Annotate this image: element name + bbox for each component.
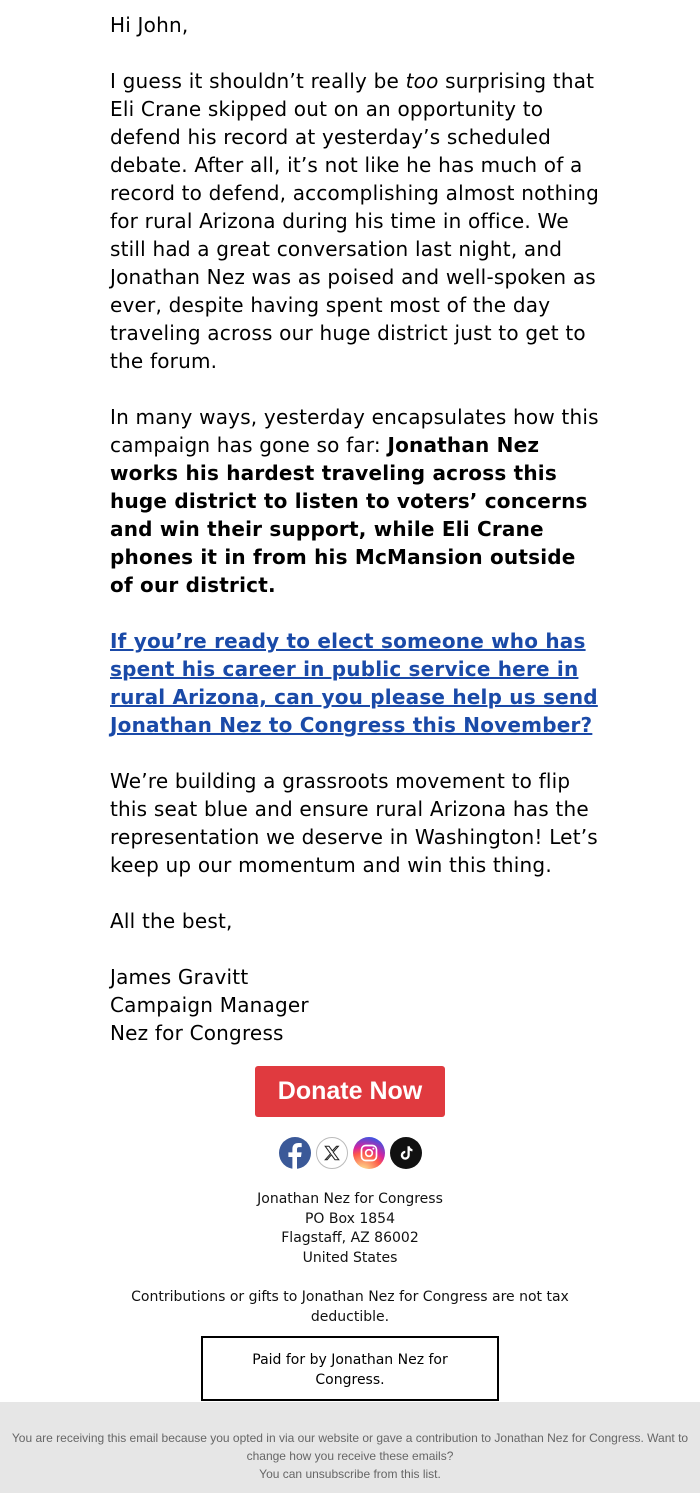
subscription-notice: You are receiving this email because you opted in via our website or gave a contribution to Jonathan Nez for Congress. Want to change how you receive these emails? (11, 1431, 689, 1463)
x-icon[interactable] (316, 1137, 348, 1169)
tax-note: Contributions or gifts to Jonathan Nez for Congress are not tax deductible. (131, 1289, 569, 1325)
paragraph-movement: We’re building a grassroots movement to flip this seat blue and ensure rural Arizona has the representation we deserve in Washington! Let’s keep up our momentum and win this thing. (110, 769, 598, 877)
tiktok-icon[interactable] (390, 1137, 422, 1169)
signature-org: Nez for Congress (110, 1021, 284, 1045)
greeting: Hi John, (110, 13, 189, 37)
paid-for-text: Paid for by Jonathan Nez for Congress. (252, 1352, 448, 1388)
unsubscribe-footer (0, 1402, 700, 1493)
cta-paragraph (110, 627, 600, 739)
footer-address (0, 1190, 700, 1268)
bold-statement: Jonathan Nez works his hardest traveling across this huge district to listen to voters’ concerns and win their support, while Eli Crane phones it in from his McMansion outside of our district. (110, 433, 588, 597)
address-line: United States (302, 1249, 398, 1266)
cta-link[interactable]: If you’re ready to elect someone who has spent his career in public service here in rural Arizona, can you please help us send Jonathan Nez to Congress this November? (110, 629, 598, 737)
signature-title: Campaign Manager (110, 993, 309, 1017)
paragraph-intro-text-2: surprising that Eli Crane skipped out on an opportunity to defend his record at yesterday’s scheduled debate. After all, it’s not like he has much of a record to defend, accomplishing almost nothing for rural Arizona during his time in office. We still had a great conversation last night, and Jonathan Nez was as poised and well-spoken as ever, despite having spent most of the day traveling across our huge district just to get to the forum. (110, 69, 599, 373)
signature-name: James Gravitt (110, 965, 249, 989)
social-icons (279, 1137, 422, 1169)
paragraph-intro (110, 67, 600, 375)
signature (110, 963, 309, 1047)
facebook-icon[interactable] (279, 1137, 311, 1169)
instagram-icon[interactable] (353, 1137, 385, 1169)
paragraph-campaign (110, 403, 600, 599)
paragraph-campaign-text: In many ways, yesterday encapsulates how this campaign has gone so far: (110, 405, 599, 457)
address-line: Jonathan Nez for Congress (257, 1191, 443, 1207)
address-line: Flagstaff, AZ 86002 (281, 1230, 419, 1246)
emphasis-text: too (405, 69, 439, 93)
paid-for-disclaimer (201, 1336, 499, 1401)
signoff: All the best, (110, 909, 233, 933)
unsubscribe-link[interactable]: You can unsubscribe from this list. (259, 1467, 441, 1481)
address-line: PO Box 1854 (304, 1210, 395, 1227)
paragraph-intro-text: I guess it shouldn’t really be (110, 69, 406, 93)
donate-now-button[interactable]: Donate Now (255, 1066, 445, 1117)
